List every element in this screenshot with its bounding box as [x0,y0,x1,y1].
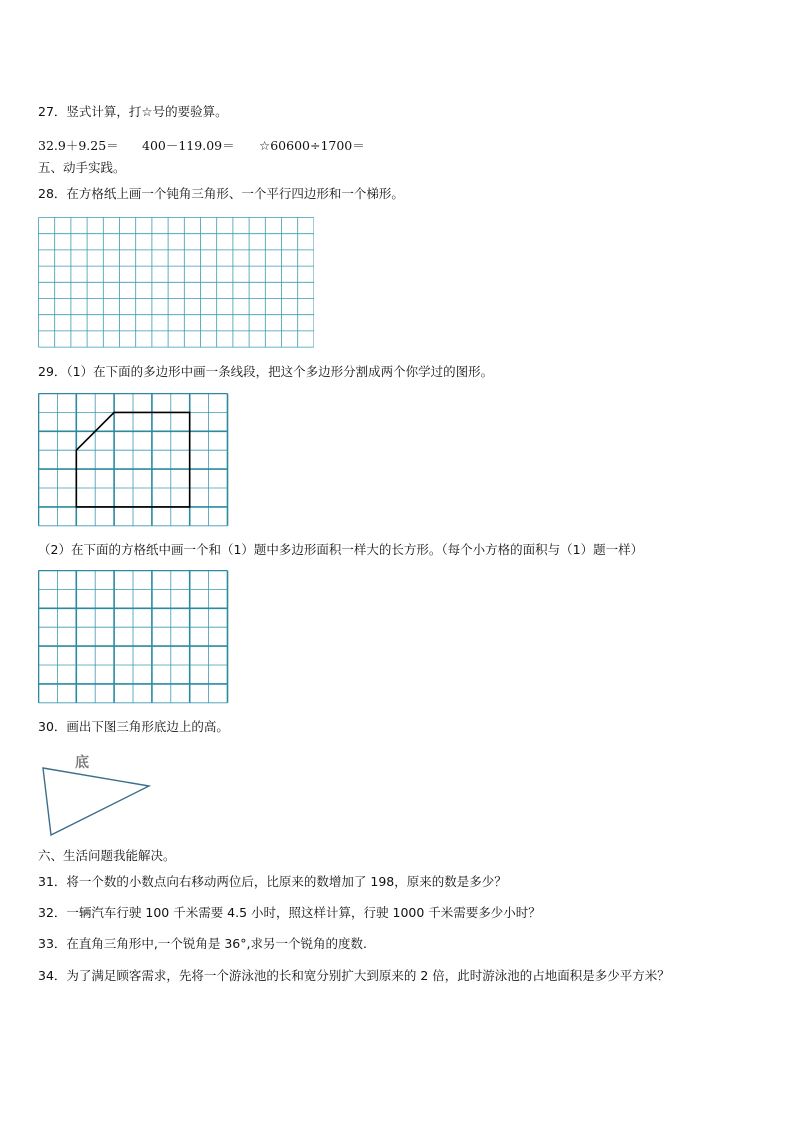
q27-item-2: 400－119.09＝ [142,138,235,153]
q29-part1-title: 29．（1）在下面的多边形中画一条线段，把这个多边形分割成两个你学过的图形。 [38,364,494,379]
q33-text: 33．在直角三角形中,一个锐角是 36°,求另一个锐角的度数. [38,936,367,951]
q29-polygon-grid[interactable] [38,393,229,528]
q29-part2-title: （2）在下面的方格纸中画一个和（1）题中多边形面积一样大的长方形。（每个小方格的面积与（1）题一样） [38,542,644,557]
section-6-heading: 六、生活问题我能解决。 [38,848,176,863]
q34-text: 34．为了满足顾客需求，先将一个游泳池的长和宽分别扩大到原来的 2 倍，此时游泳池的占地面积是多少平方米？ [38,968,670,983]
q28-title: 28．在方格纸上画一个钝角三角形、一个平行四边形和一个梯形。 [38,186,404,201]
q27-item-3: ☆60600÷1700＝ [259,138,365,153]
q27-item-1: 32.9＋9.25＝ [38,138,119,153]
q30-title: 30．画出下图三角形底边上的高。 [38,719,229,734]
triangle-base-label: 底 [75,755,89,771]
triangle-shape [43,768,149,835]
q32-text: 32．一辆汽车行驶 100 千米需要 4.5 小时，照这样计算，行驶 1000 千米需要多少小时？ [38,905,541,920]
q31-text: 31．将一个数的小数点向右移动两位后，比原来的数增加了 198，原来的数是多少？ [38,874,507,889]
q30-triangle [38,762,158,842]
q27-title: 27．竖式计算，打☆号的要验算。 [38,104,228,119]
q29-rectangle-grid[interactable] [38,570,229,705]
q28-grid-paper[interactable] [38,217,314,349]
section-5-heading: 五、动手实践。 [38,160,126,175]
